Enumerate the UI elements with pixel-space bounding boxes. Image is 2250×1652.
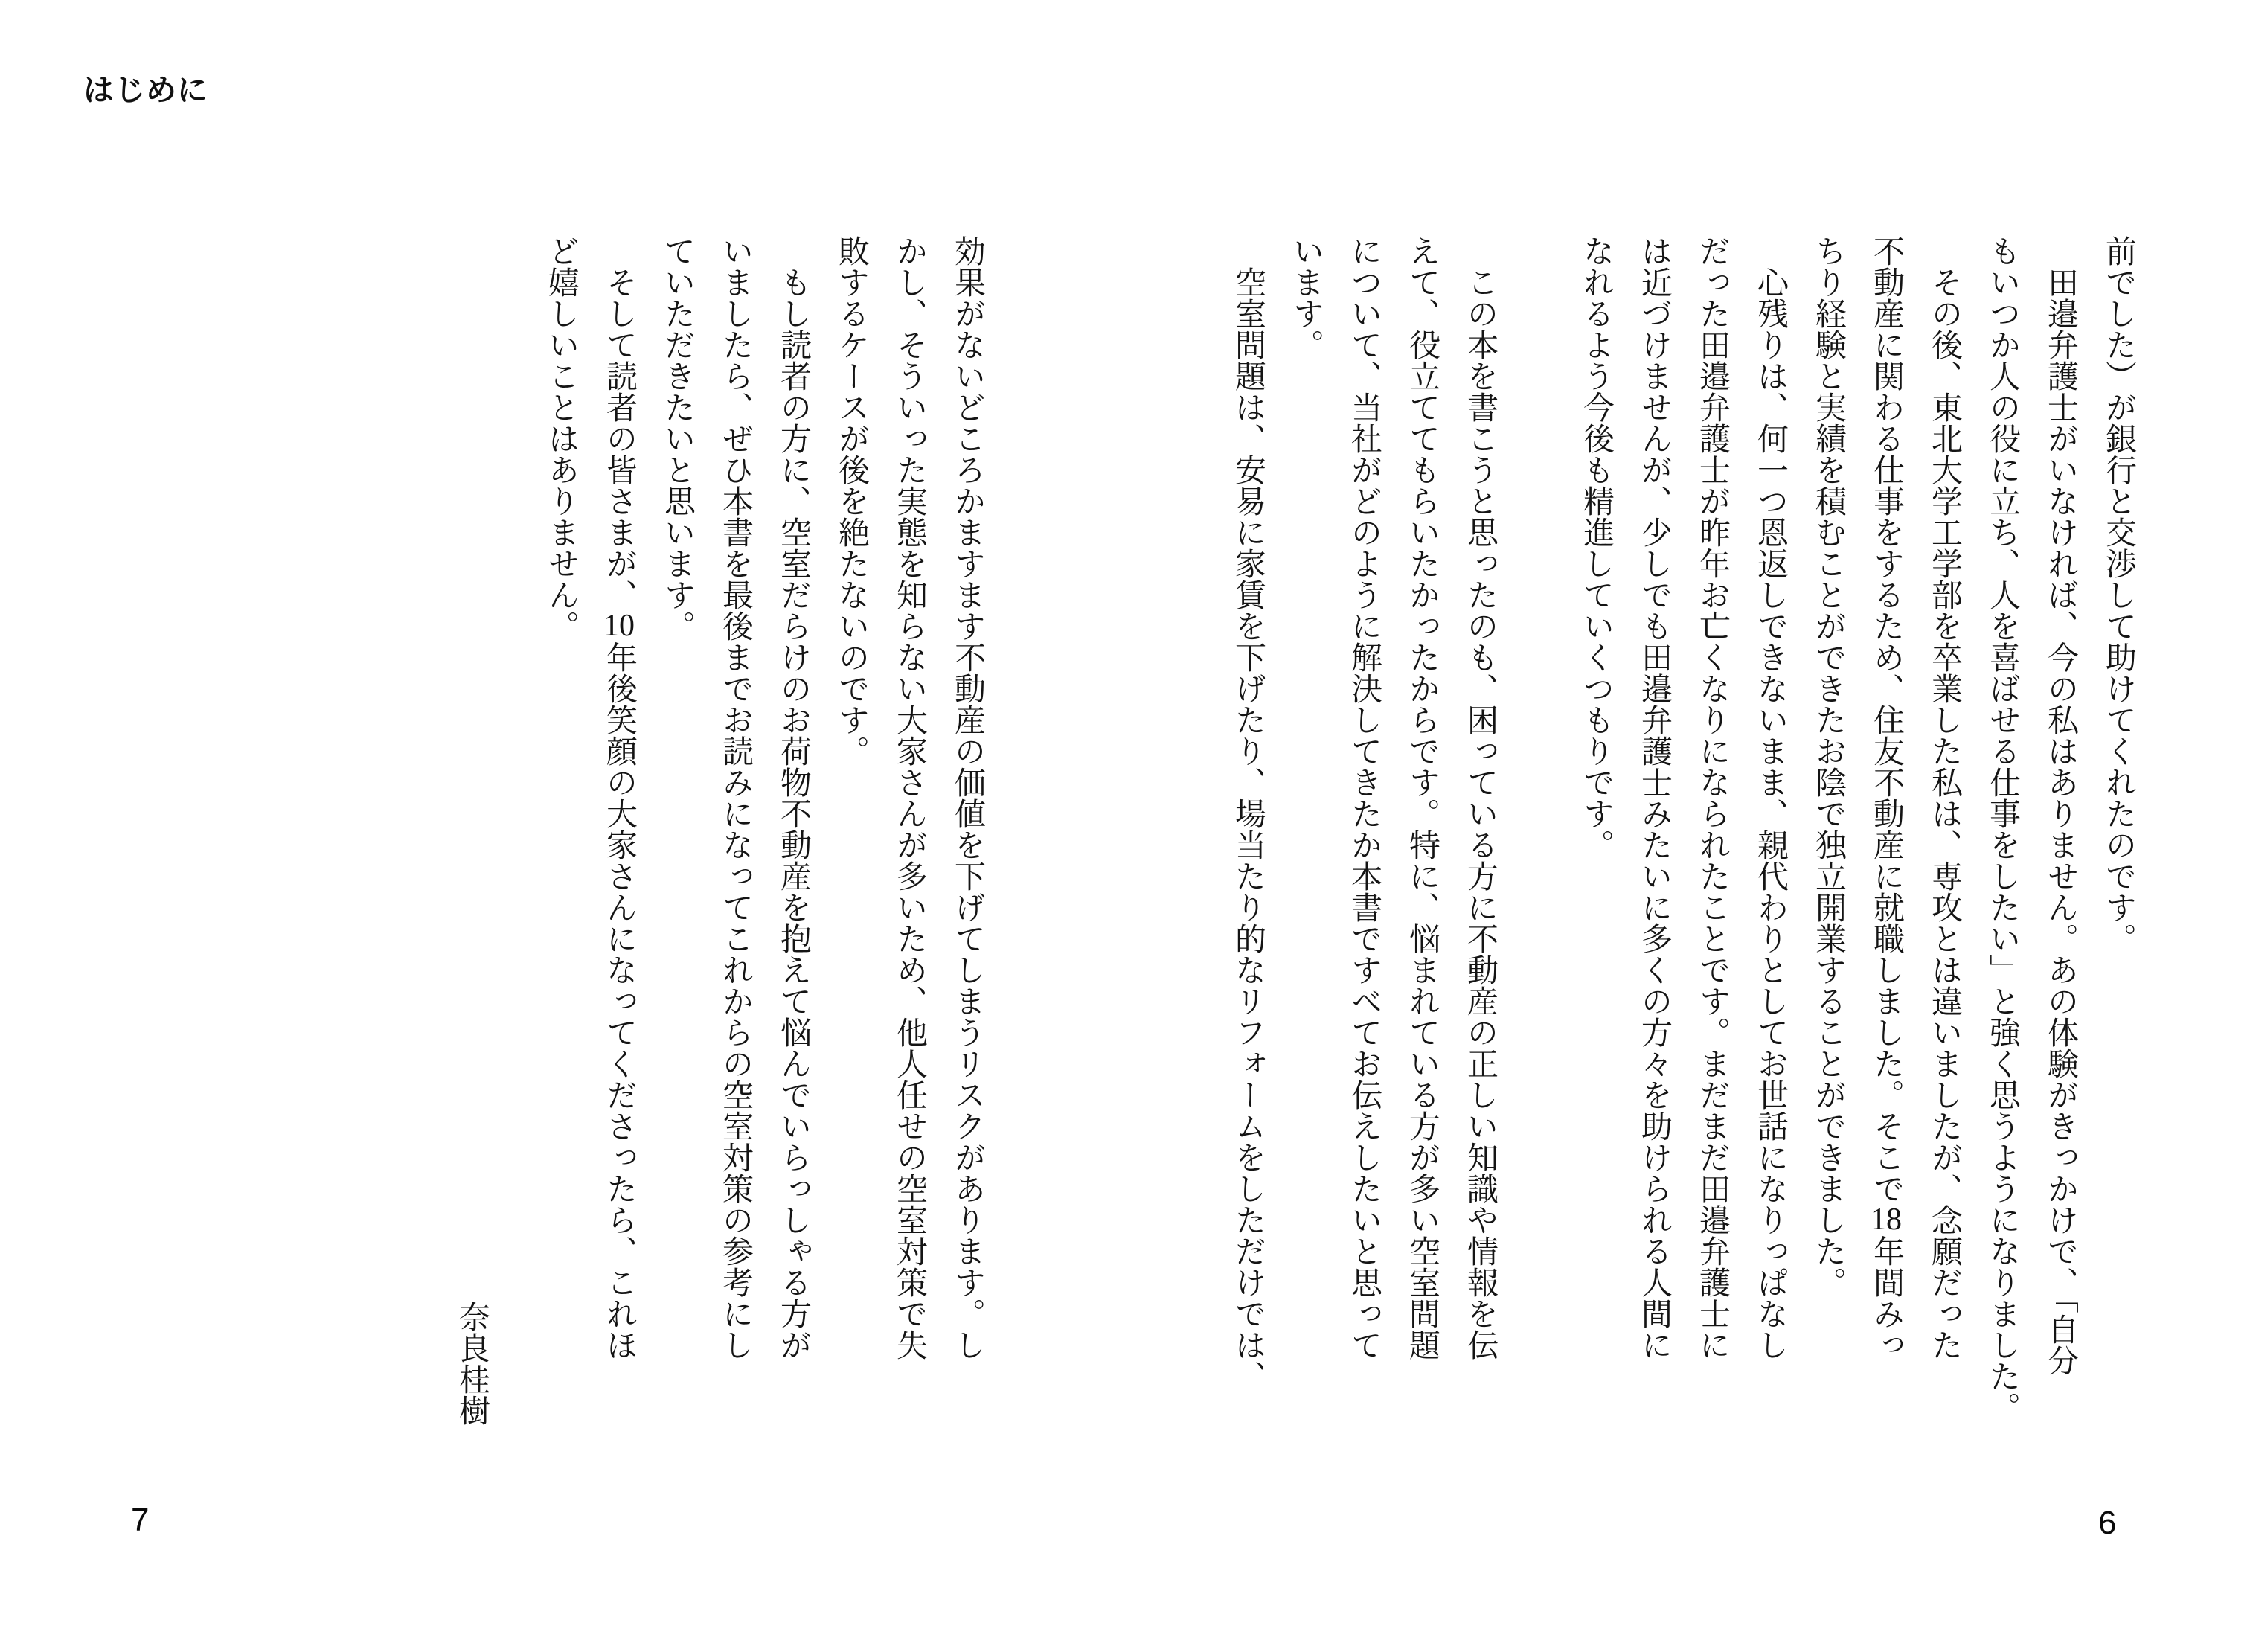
text-line: 前でした）が銀行と交渉して助けてくれたのです。: [2101, 235, 2135, 954]
text-line: その後、東北大学工学部を卒業した私は、専攻とは違いましたが、念願だった: [1927, 235, 1961, 1360]
text-line: もいつか人の役に立ち、人を喜ばせる仕事をしたい」と強く思うようになりました。: [1985, 235, 2019, 1423]
text-line: えて、役立ててもらいたかったからです。特に、悩まれている方が多い空室問題: [1405, 235, 1439, 1360]
text-line: 敗するケースが後を絶たないのです。: [834, 235, 868, 766]
author-name: 奈良桂樹: [455, 1301, 489, 1426]
page-number-right: 6: [2098, 1505, 2117, 1541]
text-line: いましたら、ぜひ本書を最後までお読みになってこれからの空室対策の参考にし: [718, 235, 752, 1360]
text-line: は近づけませんが、少しでも田邉弁護士みたいに多くの方々を助けられる人間に: [1637, 235, 1671, 1360]
text-line: います。: [1289, 235, 1323, 360]
text-line: 心残りは、何一つ恩返しできないまま、親代わりとしてお世話になりっぱなし: [1753, 235, 1787, 1360]
text-line: もし読者の方に、空室だらけのお荷物不動産を抱えて悩んでいらっしゃる方が: [776, 235, 810, 1360]
text-line: 田邉弁護士がいなければ、今の私はありません。あの体験がきっかけで、「自分: [2043, 235, 2077, 1376]
page-number-left: 7: [131, 1502, 150, 1538]
text-line: 効果がないどころかますます不動産の価値を下げてしまうリスクがあります。し: [950, 235, 984, 1360]
text-line: だった田邉弁護士が昨年お亡くなりになられたことです。まだまだ田邉弁護士に: [1695, 235, 1729, 1360]
page-7-text-block: [443, 235, 996, 1426]
text-line: ていただきたいと思います。: [660, 235, 694, 641]
text-line: そして読者の皆さまが、10年後笑顔の大家さんになってくださったら、これほ: [602, 235, 636, 1360]
text-line: 不動産に関わる仕事をするため、住友不動産に就職しました。そこで18年間みっ: [1869, 235, 1903, 1360]
text-line: なれるよう今後も精進していくつもりです。: [1579, 235, 1613, 860]
text-line: この本を書こうと思ったのも、困っている方に不動産の正しい知識や情報を伝: [1463, 235, 1497, 1360]
text-line: 空室問題は、安易に家賃を下げたり、場当たり的なリフォームをしただけでは、: [1231, 235, 1265, 1392]
text-line: ど嬉しいことはありません。: [544, 235, 578, 641]
text-line: かし、そういった実態を知らない大家さんが多いため、他人任せの空室対策で失: [892, 235, 926, 1360]
page-6-text-block: [1219, 235, 2147, 1426]
text-line: ちり経験と実績を積むことができたお陰で独立開業することができました。: [1811, 235, 1845, 1298]
paragraph-spacer: [1509, 235, 1567, 243]
running-head-title: はじめに: [83, 73, 208, 107]
text-line: について、当社がどのように解決してきたか本書ですべてお伝えしたいと思って: [1347, 235, 1381, 1360]
